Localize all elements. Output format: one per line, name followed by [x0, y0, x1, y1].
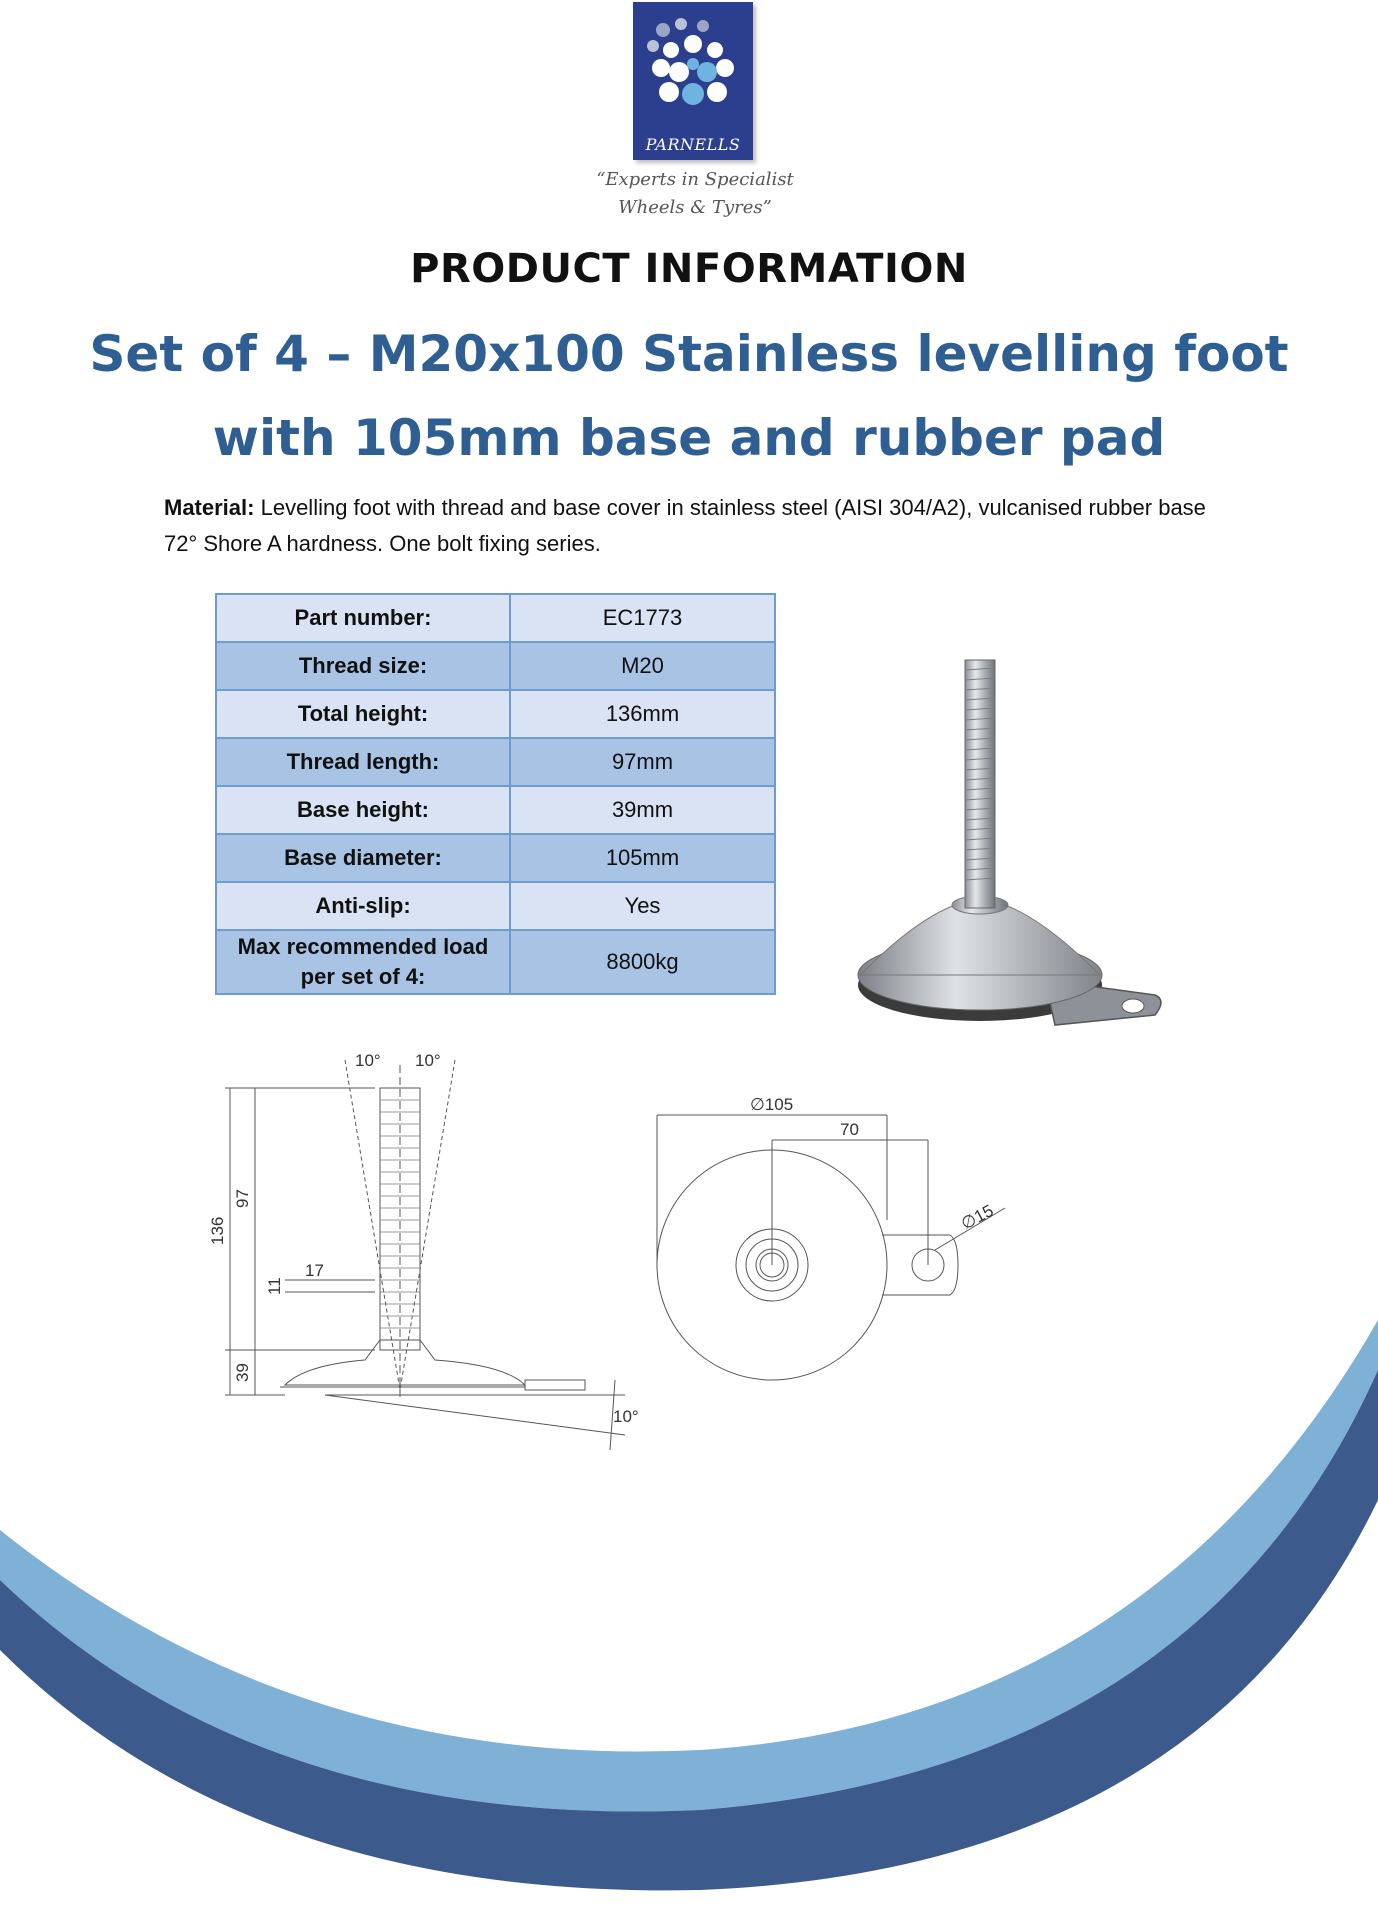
tagline-line-1: “Experts in Specialist — [596, 169, 794, 190]
spec-key: Part number: — [216, 594, 510, 642]
spec-table — [215, 593, 776, 995]
dim-hole-label: ∅15 — [957, 1200, 997, 1234]
dim-thread-label: 97 — [233, 1189, 252, 1208]
logo-circles-icon — [633, 2, 753, 132]
table-row — [216, 786, 775, 834]
page-heading: PRODUCT INFORMATION — [410, 246, 968, 292]
spec-value: 8800kg — [510, 930, 775, 994]
dim-11-label: 11 — [265, 1277, 284, 1295]
table-row — [216, 834, 775, 882]
tagline-line-2: Wheels & Tyres” — [618, 197, 772, 218]
material-description — [164, 490, 1244, 562]
table-row — [216, 642, 775, 690]
dim-diameter-label: ∅105 — [750, 1095, 794, 1114]
product-photo — [855, 650, 1175, 1040]
spec-key: Anti-slip: — [216, 882, 510, 930]
decorative-swoosh — [0, 1250, 1378, 1920]
spec-value: 105mm — [510, 834, 775, 882]
spec-value: 97mm — [510, 738, 775, 786]
angle-bottom-label: 10° — [613, 1407, 639, 1426]
spec-key: Thread size: — [216, 642, 510, 690]
product-title: Set of 4 – M20x100 Stainless levelling foot with 105mm base and rubber pad — [89, 325, 1289, 467]
dim-17-label: 17 — [305, 1261, 324, 1280]
spec-value: 136mm — [510, 690, 775, 738]
material-label: Material: — [164, 495, 255, 520]
dim-70-label: 70 — [840, 1120, 859, 1139]
spec-key: Base diameter: — [216, 834, 510, 882]
spec-key: Base height: — [216, 786, 510, 834]
spec-key: Total height: — [216, 690, 510, 738]
spec-value: 39mm — [510, 786, 775, 834]
logo-tagline — [560, 166, 830, 222]
spec-value: Yes — [510, 882, 775, 930]
table-row — [216, 882, 775, 930]
company-logo — [633, 2, 753, 160]
spec-key: Max recommended load per set of 4: — [216, 930, 510, 994]
dim-total-label: 136 — [208, 1216, 227, 1245]
angle-left-label: 10° — [355, 1051, 381, 1070]
table-row — [216, 738, 775, 786]
logo-brand-text: PARNELLS — [645, 135, 741, 154]
spec-value: M20 — [510, 642, 775, 690]
table-row — [216, 594, 775, 642]
table-row — [216, 690, 775, 738]
material-text: Levelling foot with thread and base cover in stainless steel (AISI 304/A2), vulcanised rubber base 72° Shore A hardness. One bolt fixing series. — [164, 495, 1206, 556]
spec-value: EC1773 — [510, 594, 775, 642]
table-row — [216, 930, 775, 994]
angle-right-label: 10° — [415, 1051, 441, 1070]
spec-key: Thread length: — [216, 738, 510, 786]
dim-base-label: 39 — [233, 1363, 252, 1382]
